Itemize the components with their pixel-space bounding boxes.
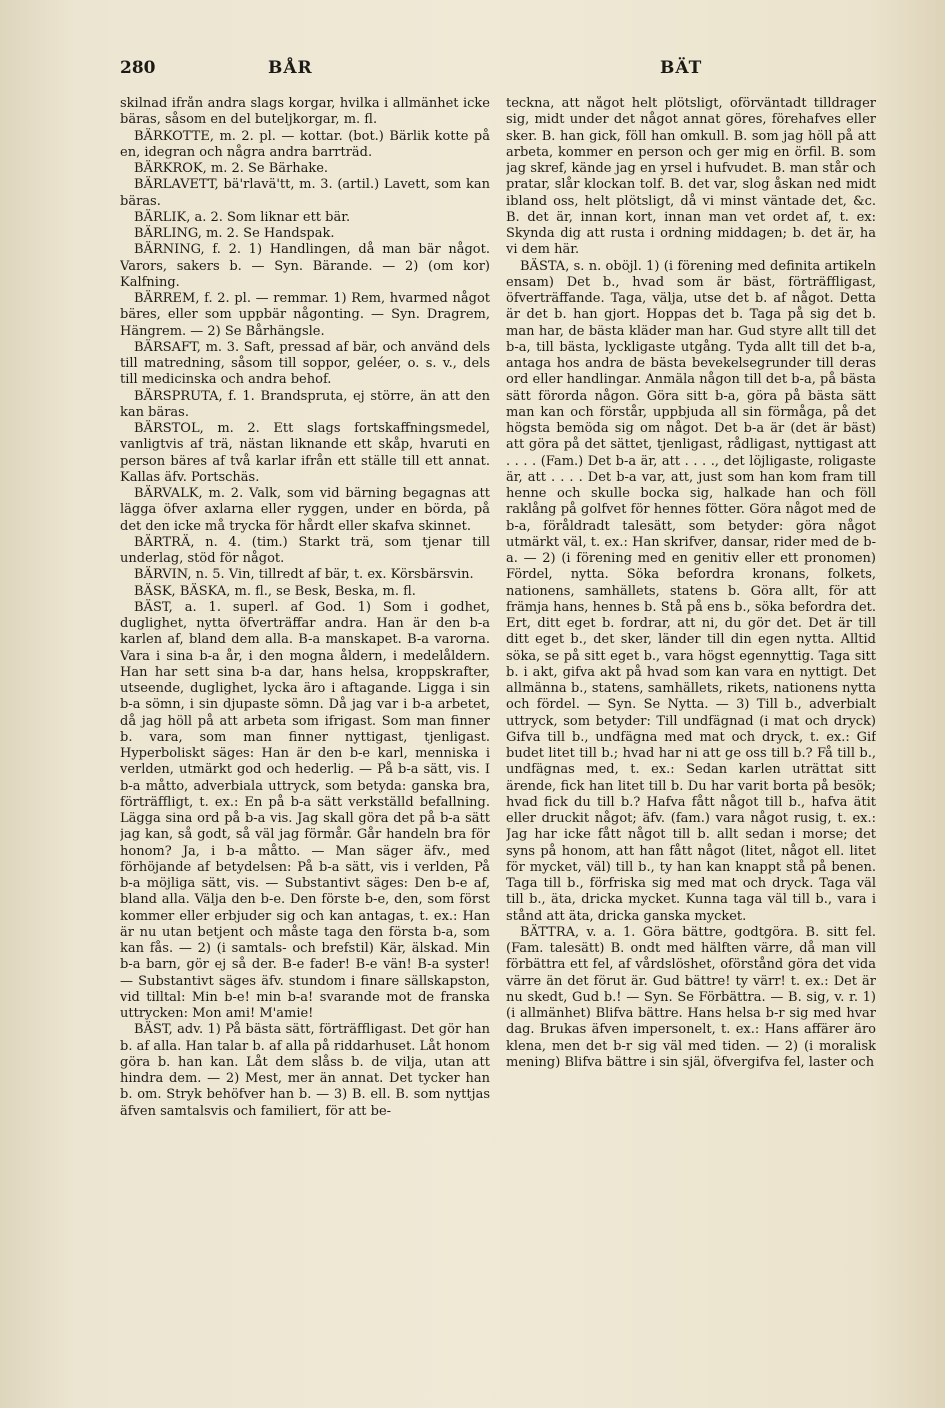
right-guide-word: BÄT bbox=[660, 58, 703, 78]
dictionary-entry: BÄRSAFT, m. 3. Saft, pressad af bär, och använd dels till matredning, såsom till soppor, geléer, o. s. v., dels till medicinska och andra behof. bbox=[120, 339, 490, 388]
right-column bbox=[506, 96, 876, 1358]
left-guide-word: BÅR bbox=[268, 58, 313, 78]
dictionary-entry: BÄRREM, f. 2. pl. — remmar. 1) Rem, hvarmed något bäres, eller som uppbär någonting. — Syn. Dragrem, Hängrem. — 2) Se Bårhängsle. bbox=[120, 291, 490, 339]
dictionary-entry: BÄRVALK, m. 2. Valk, som vid bärning begagnas att lägga öfver axlarna eller ryggen, under en börda, på det den icke må trycka för hårdt eller skafva skinnet. bbox=[120, 486, 490, 534]
dictionary-entry: BÄSK, BÄSKA, m. fl., se Besk, Beska, m. fl. bbox=[134, 583, 416, 599]
dictionary-entry: BÄST, adv. 1) På bästa sätt, förträffligast. Det gör han b. af alla. Han talar b. af alla på riddarhuset. Låt honom göra b. han kan. Låt dem slåss b. de vilja, utan att hindra dem. — 2) Mest, mer än annat. Det tycker han b. om. Stryk behöfver han b. — 3) B. ell. B. som nyttjas äfven samtalsvis och familiert, för att be- bbox=[120, 1022, 490, 1119]
page-number: 280 bbox=[120, 58, 156, 78]
dictionary-entry: BÄRLAVETT, bä'rlavä'tt, m. 3. (artil.) Lavett, som kan bäras. bbox=[120, 177, 490, 209]
dictionary-entry: BÄRKROK, m. 2. Se Bärhake. bbox=[134, 161, 329, 176]
dictionary-entry: BÄRSPRUTA, f. 1. Brandspruta, ej större, än att den kan bäras. bbox=[120, 388, 490, 420]
dictionary-entry: BÄRNING, f. 2. 1) Handlingen, då man bär något. Varors, sakers b. — Syn. Bärande. — 2) (om kor) Kalfning. bbox=[120, 242, 490, 290]
dictionary-entry: BÄTTRA, v. a. 1. Göra bättre, godtgöra. B. sitt fel. (Fam. talesätt) B. ondt med hälften värre, då man vill förbättra ett fel, af vårdslöshet, oförstånd göra det vida värre än det förut är. Gud bättre! ty värr! t. ex.: Det är nu skedt, Gud b.! — Syn. Se Förbättra. — B. sig, v. r. 1) (i allmänhet) Blifva bättre. Hans helsa b-r sig med hvar dag. Brukas äfven impersonelt, t. ex.: Hans affärer äro klena, men det b-r sig väl med tiden. — 2) (i moralisk mening) Blifva bättre i sin själ, öfvergifva fel, laster och bbox=[506, 924, 876, 1070]
dictionary-entry: BÄSTA, s. n. oböjl. 1) (i förening med definita artikeln ensam) Det b., hvad som är bäst, förträffligast, öfverträffande. Taga, välja, utse det b. af något. Detta är det b. han gjort. Hoppas det b. Taga på sig det b. man har, de bästa kläder man har. Gud styre allt till det b-a, till bästa, lyckligaste utgång. Tyda allt till det b-a, antaga hos andra de bästa bevekelsegrunder till deras ord eller handlingar. Anmäla någon till det b-a, på bästa sätt förorda någon. Göra sitt b-a, göra på bästa sätt man kan och förstår, uppbjuda all sin förmåga, på det högsta bemöda sig om något. Det b-a är (det är bäst) att göra på det sättet, tjenligast, rådligast, nyttigast att . . . . (Fam.) Det b-a är, att . . . ., det löjligaste, roligaste är, att . . . . Det b-a var, att, just som han kom fram till henne och skulle bocka sig, halkade han och föll raklång på golfvet för hennes fötter. Göra något med de b-a, föråldradt talesätt, som betyder: göra något utmärkt väl, t. ex.: Han skrifver, dansar, rider med de b-a. — 2) (i förening med en genitiv eller ett pronomen) Fördel, nytta. Söka befordra kronans, folkets, nationens, samhällets, statens b. Göra allt, för att främja hans, hennes b. Stå på ens b., söka befordra det. Ert, ditt eget b. fordrar, att ni, du gör det. Det är till ditt eget b., det sker, länder till din egen nytta. Alltid söka, se på sitt eget b., vara högst egennyttig. Taga sitt b. i akt, gifva akt på hvad som kan vara en nyttigt. Det allmänna b., statens, samhällets, rikets, nationens nytta och fördel. — Syn. Se Nytta. — 3) Till b., adverbialt uttryck, som betyder: Till undfägnad (i mat och dryck) Gifva till b., undfägna med mat och dryck, t. ex.: Gif budet litet till b.; hvad har ni att ge oss till b.? Få till b., undfägnas med, t. ex.: Sedan karlen uträttat sitt ärende, fick han litet till b. Du har varit borta på besök; hvad fick du till b.? Hafva fått något till b., hafva ätit eller druckit något; äfv. (fam.) vara något rusig, t. ex.: Jag har icke fått något till b. allt sedan i morse; det syns på honom, att han fått något (litet, något ell. litet för mycket, väl) till b., ty han kan knappt stå på benen. Taga till b., förfriska sig med mat och dryck. Taga väl till b., äta, dricka mycket. Kunna taga väl till b., vara i stånd att äta, dricka ganska mycket. bbox=[506, 258, 876, 924]
dictionary-entry: BÄRLIK, a. 2. Som liknar ett bär. bbox=[134, 209, 351, 225]
dictionary-entry: teckna, att något helt plötsligt, oförväntadt tilldrager sig, midt under det något annat göres, förehafves eller sker. B. han gick, föll han omkull. B. som jag höll på att arbeta, kommer en person och ger mig en örfil. B. som jag skref, kände jag en yrsel i hufvudet. B. man står och pratar, slår klockan tolf. B. det var, slog åskan ned midt ibland oss, helt plötsligt, då vi minst väntade det, &c. B. det är, innan kort, innan man vet ordet af, t. ex: Skynda dig att rusta i ordning middagen; b. det är, ha vi dem här. bbox=[506, 96, 876, 258]
dictionary-entry: BÄRVIN, n. 5. Vin, tillredt af bär, t. ex. Körsbärsvin. bbox=[134, 567, 474, 583]
dictionary-entry: BÄRSTOL, m. 2. Ett slags fortskaffningsmedel, vanligtvis af trä, nästan liknande ett skåp, hvaruti en person bäres af två karlar ifrån ett ställe till ett annat. Kallas äfv. Portschäs. bbox=[120, 421, 490, 485]
dictionary-entry: BÄRTRÄ, n. 4. (tim.) Starkt trä, som tjenar till underlag, stöd för något. bbox=[120, 534, 490, 566]
dictionary-entry: BÄST, a. 1. superl. af God. 1) Som i godhet, duglighet, nytta öfverträffar andra. Han är den b-a karlen af, bland dem alla. B-a manskapet. B-a varorna. Vara i sina b-a år, i den mogna åldern, i medelåldern. Han har sett sina b-a dar, hans helsa, kroppskrafter, utseende, duglighet, lycka äro i aftagande. Ligga i sin b-a sömn, i sin djupaste sömn. Då jag var i b-a arbetet, då jag höll på att arbeta som ifrigast. Som man finner b. vara, som man finner nyttigast, tjenligast. Hyperboliskt säges: Han är den b-e karl, menniska i verlden, utmärkt god och hederlig. — På b-a sätt, vis. I b-a måtto, adverbiala uttryck, som betyda: ganska bra, förträffligt, t. ex.: En på b-a sätt verkställd befallning. Lägga sina ord på b-a vis. Jag skall göra det på b-a sätt jag kan, så godt, så väl jag förmår. Går handeln bra för honom? Ja, i b-a måtto. — Man säger äfv., med förhöjande af betydelsen: På b-a sätt, vis i verlden, På b-a möjliga sätt, vis. — Substantivt säges: Den b-e af, bland alla. Välja den b-e. Den förste b-e, den, som först kommer eller erbjuder sig och kan antagas, t. ex.: Han är nu utan betjent och måste taga den första b-a, som kan fås. — 2) (i samtals- och brefstil) Kär, älskad. Min b-a barn, gör ej så der. B-e fader! B-e vän! B-a syster! — Substantivt säges äfv. stundom i finare sällskapston, vid tilltal: Min b-e! min b-a! svarande mot de franska uttrycken: Mon ami! M'amie! bbox=[120, 599, 490, 1021]
dictionary-entry: BÄRKOTTE, m. 2. pl. — kottar. (bot.) Bärlik kotte på en, idegran och några andra barrträd. bbox=[120, 128, 490, 160]
dictionary-entry: skilnad ifrån andra slags korgar, hvilka i allmänhet icke bäras, såsom en del buteljkorgar, m. fl. bbox=[120, 96, 490, 128]
dictionary-entry: BÄRLING, m. 2. Se Handspak. bbox=[134, 226, 335, 241]
running-header bbox=[0, 58, 945, 88]
left-column bbox=[120, 96, 490, 1358]
